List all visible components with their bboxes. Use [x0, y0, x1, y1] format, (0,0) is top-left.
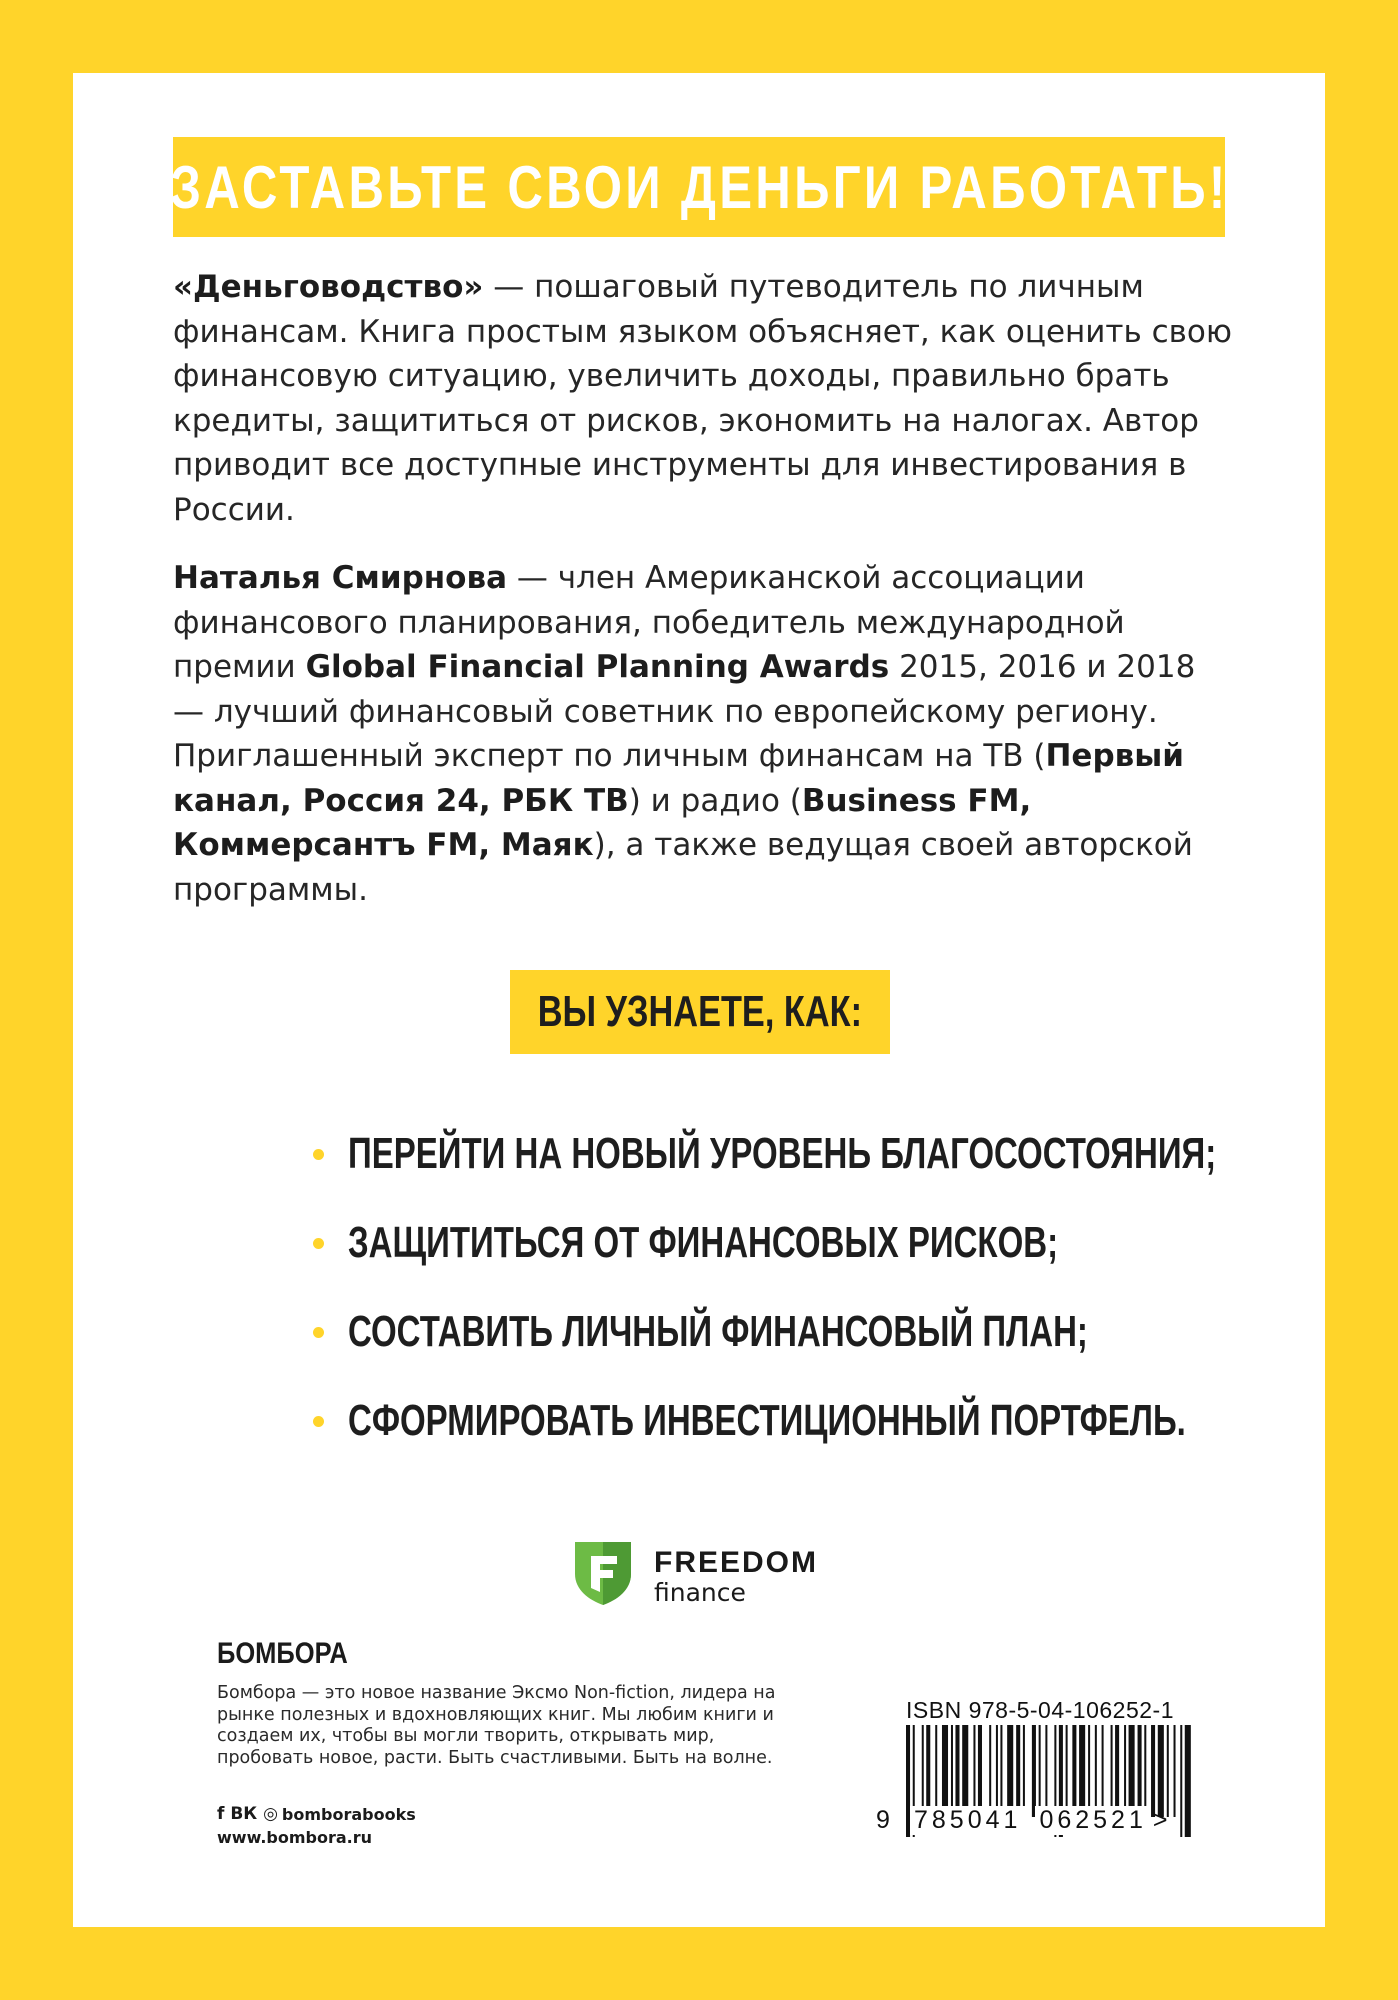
- website-link[interactable]: www.bombora.ru: [217, 1828, 373, 1847]
- list-item-text: СОСТАВИТЬ ЛИЧНЫЙ ФИНАНСОВЫЙ ПЛАН;: [348, 1307, 1088, 1356]
- barcode-digit-first: 9: [876, 1805, 890, 1834]
- shield-icon: [573, 1538, 633, 1606]
- list-item: [313, 1391, 1398, 1451]
- intro-paragraph: [173, 265, 1233, 532]
- social-handle[interactable]: bomborabooks: [281, 1804, 416, 1824]
- learn-banner: [510, 970, 890, 1054]
- social-links: [217, 1804, 416, 1824]
- learn-heading: ВЫ УЗНАЕТЕ, КАК:: [537, 987, 863, 1036]
- tv-channels: Первый канал, Россия 24, РБК ТВ: [173, 738, 1185, 819]
- list-item: [313, 1302, 1335, 1362]
- author-paragraph: [173, 556, 1233, 912]
- barcode-bar: [1180, 1725, 1182, 1837]
- barcode-digits-group-2: 062521: [1035, 1806, 1150, 1835]
- book-title: «Деньговодство»: [173, 269, 484, 305]
- headline-text: ЗАСТАВЬТЕ СВОИ ДЕНЬГИ РАБОТАТЬ!: [169, 153, 1229, 221]
- barcode-bar: [1174, 1725, 1176, 1817]
- headline-banner: [169, 137, 1229, 237]
- bullet-dot-icon: [313, 1327, 324, 1338]
- isbn-label: ISBN 978-5-04-106252-1: [906, 1697, 1174, 1723]
- barcode-bar: [1185, 1725, 1191, 1837]
- logo-text-freedom: FREEDOM: [654, 1546, 818, 1579]
- award-name: Global Financial Planning Awards: [305, 649, 890, 685]
- author-text-2: 2015, 2016 и 2018 — лучший финансовый советник по европейскому региону. Приглашенный эксперт по личным финансам на ТВ (: [173, 649, 1196, 774]
- barcode-digits-group-1: 785041: [910, 1806, 1025, 1835]
- author-text-3: ) и радио (: [628, 782, 802, 819]
- author-text-1: — член Американской ассоциации финансового планирования, победитель международной премии: [173, 560, 1125, 685]
- social-icons[interactable]: f ВК ◎: [217, 1804, 278, 1824]
- bullet-dot-icon: [313, 1149, 324, 1160]
- intro-text: — пошаговый путеводитель по личным финансам. Книга простым языком объясняет, как оценить свою финансовую ситуацию, увеличить доходы, правильно брать кредиты, защититься от рисков, экономить на налогах. Автор приводит все доступные инструменты для инвестирования в России.: [173, 269, 1232, 528]
- author-name: Наталья Смирнова: [173, 560, 508, 596]
- freedom-finance-logo: [573, 1528, 833, 1618]
- barcode-digits: [876, 1802, 1167, 1838]
- list-item: [313, 1213, 1295, 1273]
- list-item-text: СФОРМИРОВАТЬ ИНВЕСТИЦИОННЫЙ ПОРТФЕЛЬ.: [348, 1396, 1186, 1445]
- bullet-dot-icon: [313, 1416, 324, 1427]
- barcode-arrow: >: [1152, 1805, 1168, 1834]
- author-text-4: ), а также ведущая своей авторской программы.: [173, 827, 1193, 908]
- cover-content-panel: [73, 73, 1325, 1927]
- publisher-description: Бомбора — это новое название Эксмо Non-fiction, лидера на рынке полезных и вдохновляющих книг. Мы любим книги и создаем их, чтобы вы могли творить, открывать мир, пробовать новое, расти. Быть счастливыми. Быть на волне.: [217, 1683, 776, 1768]
- bullet-dot-icon: [313, 1238, 324, 1249]
- list-item-text: ЗАЩИТИТЬСЯ ОТ ФИНАНСОВЫХ РИСКОВ;: [348, 1218, 1059, 1267]
- radio-stations: Business FM, Коммерсантъ FM, Маяк: [173, 782, 1032, 863]
- list-item-text: ПЕРЕЙТИ НА НОВЫЙ УРОВЕНЬ БЛАГОСОСТОЯНИЯ;: [348, 1129, 1217, 1178]
- logo-text-finance: finance: [654, 1578, 746, 1607]
- publisher-name: БОМБОРА: [217, 1637, 348, 1670]
- list-item: [313, 1124, 1398, 1184]
